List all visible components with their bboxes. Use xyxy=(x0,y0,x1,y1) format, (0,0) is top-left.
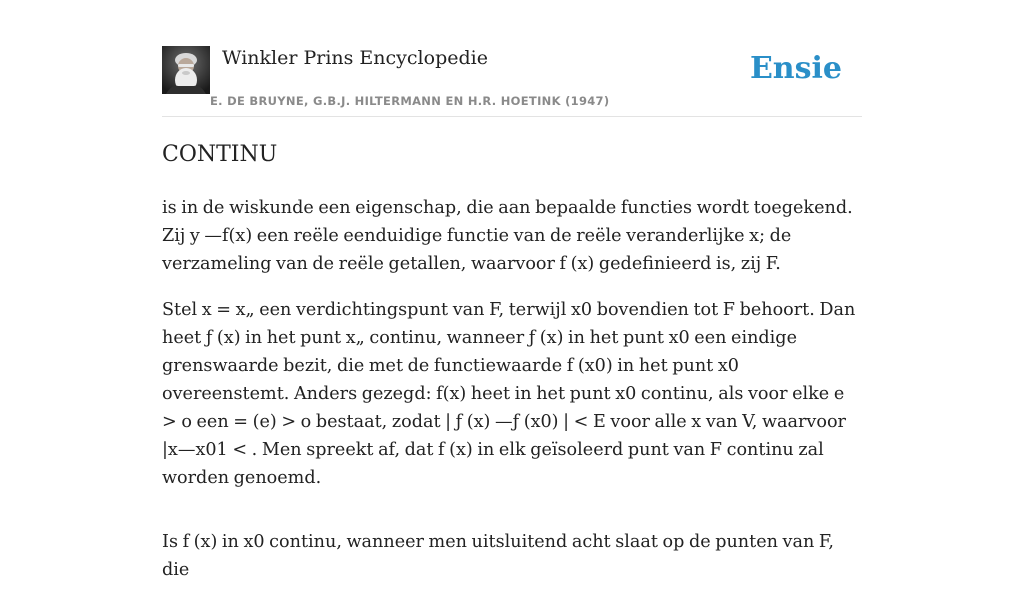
bearded-man-portrait-icon xyxy=(162,46,210,94)
article-body xyxy=(162,140,862,602)
site-header xyxy=(162,46,862,117)
article-headword: CONTINU xyxy=(162,142,278,167)
paragraph-3: Is f (x) in x0 continu, wanneer men uitsluitend acht slaat op de punten van F, die xyxy=(162,532,834,580)
paragraph-1: is in de wiskunde een eigenschap, die aan bepaalde functies wordt toegekend. Zij y —f(x) een reële eenduidige functie van de reële veranderlijke x; de verzameling van de reële getallen, waarvoor f (x) gedefinieerd is, zij F. xyxy=(162,198,853,274)
site-title[interactable]: Winkler Prins Encyclopedie xyxy=(222,47,488,69)
ensie-logo-link[interactable]: Ensie xyxy=(749,51,842,86)
paragraph-2: Stel x = x„ een verdichtingspunt van F, terwijl x0 bovendien tot F behoort. Dan heet ƒ (x) in het punt x„ continu, wanneer ƒ (x) in het punt x0 een eindige grenswaarde bezit, die met de functiewaarde f (x0) in het punt x0 overeenstemt. Anders gezegd: f(x) heet in het punt x0 continu, als voor elke e > o een = (e) > o bestaat, zodat | ƒ (x) —ƒ (x0) | < E voor alle x van V, waarvoor |x—x01 < . Men spreekt af, dat f (x) in elk geïsoleerd punt van F continu zal worden genoemd. xyxy=(162,300,856,488)
authors-line: E. DE BRUYNE, G.B.J. HILTERMANN EN H.R. HOETINK (1947) xyxy=(210,94,610,108)
